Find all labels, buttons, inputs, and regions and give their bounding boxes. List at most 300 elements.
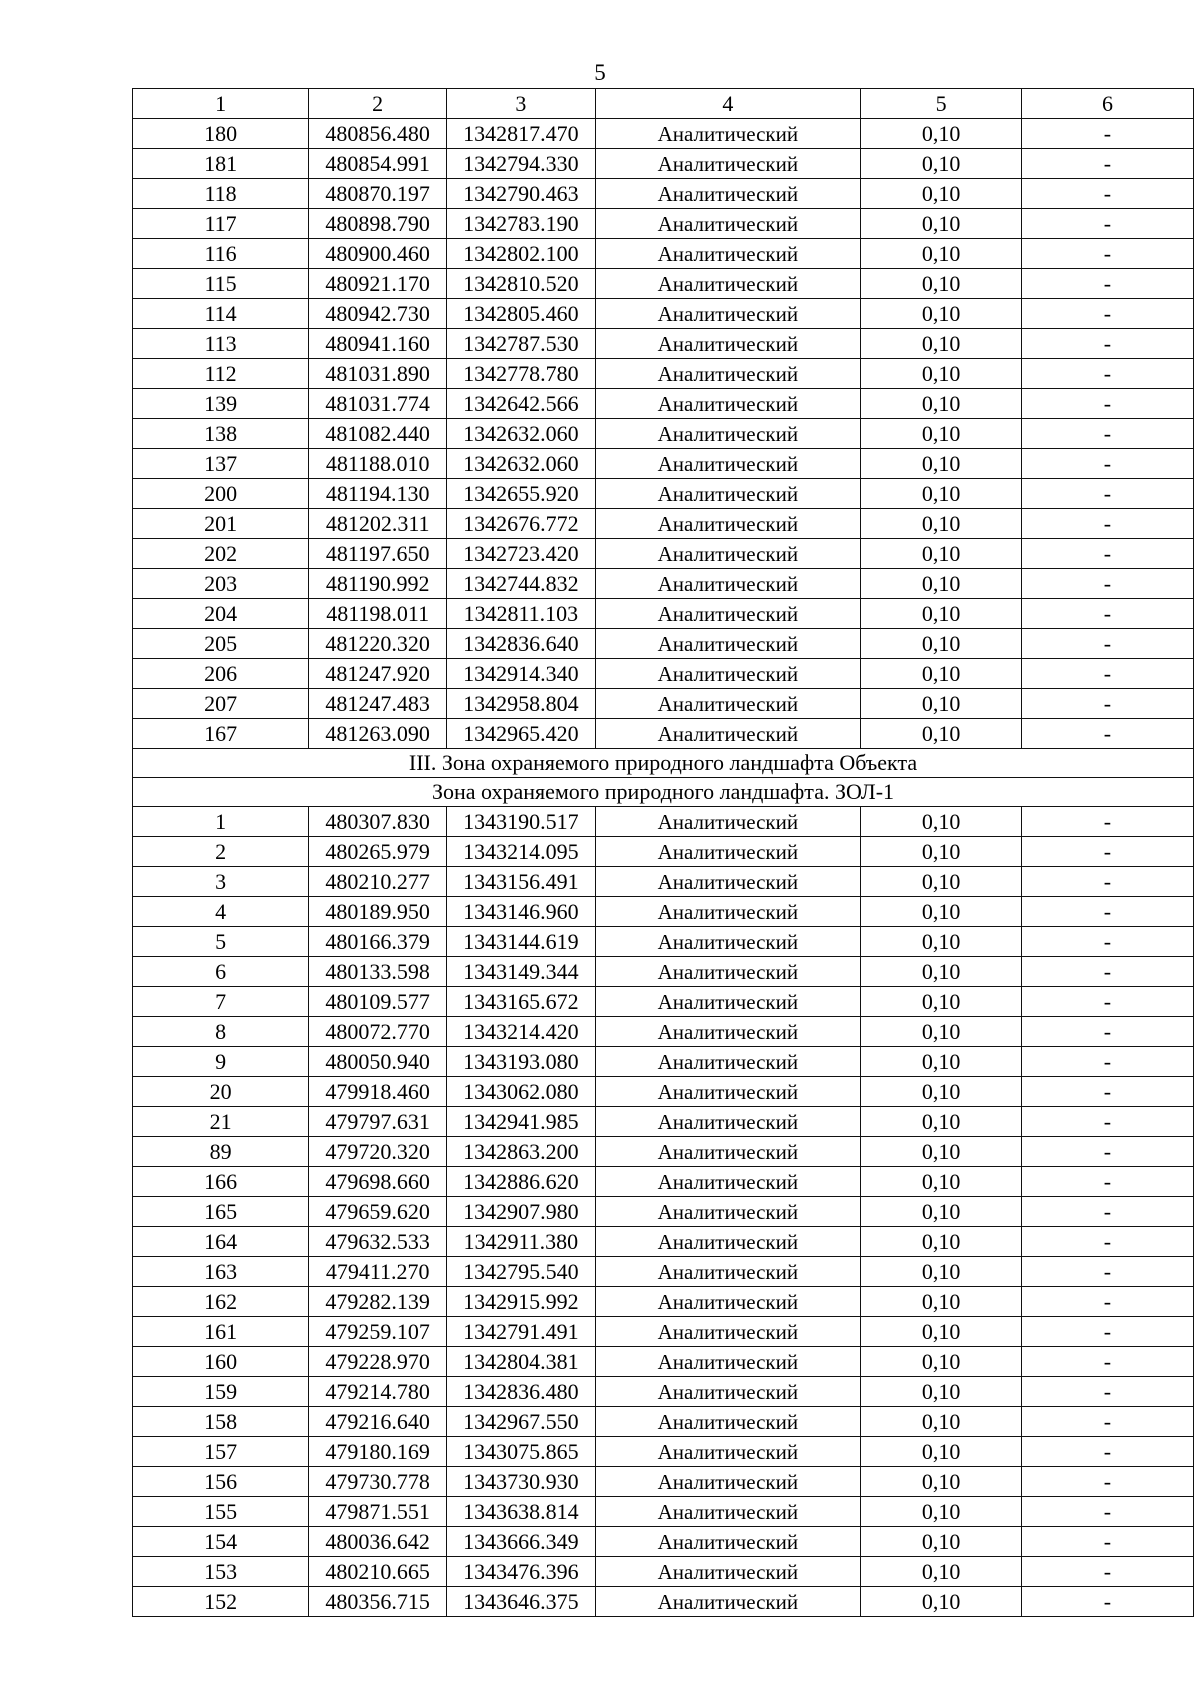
table-cell: 0,10 [861, 1047, 1022, 1077]
table-cell: 480072.770 [309, 1017, 447, 1047]
table-cell: - [1021, 359, 1193, 389]
table-cell: - [1021, 1077, 1193, 1107]
table-cell: 1342632.060 [447, 419, 595, 449]
table-cell: 0,10 [861, 1467, 1022, 1497]
table-row [133, 449, 1194, 479]
table-cell: Аналитический [595, 119, 861, 149]
table-cell: - [1021, 867, 1193, 897]
table-cell: 180 [133, 119, 309, 149]
table-cell: - [1021, 119, 1193, 149]
column-header: 2 [309, 89, 447, 119]
table-cell: 0,10 [861, 719, 1022, 749]
table-row [133, 1557, 1194, 1587]
table-cell: 154 [133, 1527, 309, 1557]
table-cell: 0,10 [861, 1377, 1022, 1407]
table-cell: Аналитический [595, 1137, 861, 1167]
table-cell: 481197.650 [309, 539, 447, 569]
table-row [133, 1017, 1194, 1047]
table-cell: Аналитический [595, 1557, 861, 1587]
table-row [133, 957, 1194, 987]
table-cell: 0,10 [861, 957, 1022, 987]
table-cell: 1342911.380 [447, 1227, 595, 1257]
table-cell: Аналитический [595, 1257, 861, 1287]
table-row [133, 1377, 1194, 1407]
table-cell: 480036.642 [309, 1527, 447, 1557]
table-cell: 480854.991 [309, 149, 447, 179]
table-cell: 0,10 [861, 1287, 1022, 1317]
table-cell: Аналитический [595, 479, 861, 509]
table-cell: Аналитический [595, 1587, 861, 1617]
table-cell: Аналитический [595, 449, 861, 479]
table-cell: Аналитический [595, 329, 861, 359]
table-cell: 480921.170 [309, 269, 447, 299]
table-cell: 1343646.375 [447, 1587, 595, 1617]
section-title: III. Зона охраняемого природного ландшафта Объекта [133, 749, 1194, 778]
table-row [133, 179, 1194, 209]
table-cell: 480133.598 [309, 957, 447, 987]
table-cell: 0,10 [861, 509, 1022, 539]
table-cell: Аналитический [595, 269, 861, 299]
table-cell: 1342836.640 [447, 629, 595, 659]
table-cell: 1342778.780 [447, 359, 595, 389]
table-row [133, 1437, 1194, 1467]
table-cell: - [1021, 1287, 1193, 1317]
table-cell: 20 [133, 1077, 309, 1107]
table-cell: - [1021, 1257, 1193, 1287]
table-cell: Аналитический [595, 837, 861, 867]
table-cell: - [1021, 389, 1193, 419]
table-cell: Аналитический [595, 1197, 861, 1227]
table-row [133, 1227, 1194, 1257]
table-cell: - [1021, 329, 1193, 359]
table-cell: - [1021, 987, 1193, 1017]
table-cell: - [1021, 569, 1193, 599]
table-cell: Аналитический [595, 389, 861, 419]
table-cell: 481247.483 [309, 689, 447, 719]
table-cell: 1343156.491 [447, 867, 595, 897]
table-cell: - [1021, 179, 1193, 209]
table-cell: 1343146.960 [447, 897, 595, 927]
table-cell: 201 [133, 509, 309, 539]
table-cell: - [1021, 689, 1193, 719]
table-cell: 205 [133, 629, 309, 659]
table-cell: - [1021, 1587, 1193, 1617]
table-cell: - [1021, 1527, 1193, 1557]
table-row [133, 1167, 1194, 1197]
table-cell: 1342967.550 [447, 1407, 595, 1437]
table-cell: 1342676.772 [447, 509, 595, 539]
table-cell: 0,10 [861, 569, 1022, 599]
table-row [133, 1587, 1194, 1617]
table-cell: 479797.631 [309, 1107, 447, 1137]
table-row [133, 897, 1194, 927]
table-cell: 204 [133, 599, 309, 629]
table-cell: 166 [133, 1167, 309, 1197]
table-cell: 0,10 [861, 1437, 1022, 1467]
table-cell: 159 [133, 1377, 309, 1407]
table-cell: 1342804.381 [447, 1347, 595, 1377]
table-cell: 0,10 [861, 629, 1022, 659]
table-row [133, 119, 1194, 149]
table-cell: 0,10 [861, 149, 1022, 179]
table-cell: 481082.440 [309, 419, 447, 449]
table-cell: 1342810.520 [447, 269, 595, 299]
table-cell: 160 [133, 1347, 309, 1377]
table-cell: Аналитический [595, 149, 861, 179]
table-cell: Аналитический [595, 689, 861, 719]
table-cell: 1342958.804 [447, 689, 595, 719]
table-cell: Аналитический [595, 419, 861, 449]
table-cell: 8 [133, 1017, 309, 1047]
table-cell: 117 [133, 209, 309, 239]
table-cell: 153 [133, 1557, 309, 1587]
table-cell: 479720.320 [309, 1137, 447, 1167]
table-cell: 0,10 [861, 807, 1022, 837]
table-cell: 4 [133, 897, 309, 927]
table-cell: 0,10 [861, 689, 1022, 719]
table-row [133, 299, 1194, 329]
table-cell: - [1021, 1347, 1193, 1377]
page-number: 5 [594, 60, 606, 85]
table-cell: 479228.970 [309, 1347, 447, 1377]
table-cell: - [1021, 957, 1193, 987]
table-cell: 0,10 [861, 1407, 1022, 1437]
table-cell: 0,10 [861, 1317, 1022, 1347]
table-cell: 113 [133, 329, 309, 359]
table-cell: Аналитический [595, 897, 861, 927]
table-cell: 1342817.470 [447, 119, 595, 149]
table-cell: 1342744.832 [447, 569, 595, 599]
table-row [133, 659, 1194, 689]
table-cell: 480900.460 [309, 239, 447, 269]
table-cell: - [1021, 897, 1193, 927]
table-cell: - [1021, 1377, 1193, 1407]
table-cell: 207 [133, 689, 309, 719]
table-cell: Аналитический [595, 1287, 861, 1317]
table-cell: - [1021, 299, 1193, 329]
table-row [133, 599, 1194, 629]
table-cell: 167 [133, 719, 309, 749]
table-cell: - [1021, 1317, 1193, 1347]
table-cell: 480050.940 [309, 1047, 447, 1077]
table-cell: 112 [133, 359, 309, 389]
table-cell: - [1021, 807, 1193, 837]
table-cell: - [1021, 659, 1193, 689]
table-cell: 1343214.095 [447, 837, 595, 867]
table-cell: 481247.920 [309, 659, 447, 689]
table-cell: 1343666.349 [447, 1527, 595, 1557]
table-cell: 2 [133, 837, 309, 867]
table-cell: - [1021, 719, 1193, 749]
table-row [133, 1107, 1194, 1137]
table-cell: 1342795.540 [447, 1257, 595, 1287]
table-cell: 0,10 [861, 299, 1022, 329]
table-row [133, 539, 1194, 569]
table-cell: 479180.169 [309, 1437, 447, 1467]
table-cell: 1342805.460 [447, 299, 595, 329]
table-cell: 115 [133, 269, 309, 299]
table-cell: 0,10 [861, 927, 1022, 957]
table-row [133, 269, 1194, 299]
table-cell: 156 [133, 1467, 309, 1497]
table-cell: 1342914.340 [447, 659, 595, 689]
table-cell: 0,10 [861, 1167, 1022, 1197]
table-cell: Аналитический [595, 1227, 861, 1257]
table-cell: 479632.533 [309, 1227, 447, 1257]
table-row [133, 1047, 1194, 1077]
table-cell: 481202.311 [309, 509, 447, 539]
table-row [133, 479, 1194, 509]
table-cell: 137 [133, 449, 309, 479]
table-cell: - [1021, 479, 1193, 509]
table-cell: Аналитический [595, 509, 861, 539]
table-cell: 0,10 [861, 1587, 1022, 1617]
table-row [133, 149, 1194, 179]
table-cell: Аналитический [595, 629, 861, 659]
table-cell: Аналитический [595, 299, 861, 329]
table-cell: Аналитический [595, 209, 861, 239]
table-cell: 0,10 [861, 1497, 1022, 1527]
table-cell: Аналитический [595, 1047, 861, 1077]
table-cell: 1342941.985 [447, 1107, 595, 1137]
table-cell: 1343075.865 [447, 1437, 595, 1467]
table-cell: Аналитический [595, 1077, 861, 1107]
table-cell: 1342836.480 [447, 1377, 595, 1407]
table-cell: 1342632.060 [447, 449, 595, 479]
table-cell: 479918.460 [309, 1077, 447, 1107]
table-cell: 481031.890 [309, 359, 447, 389]
table-cell: 202 [133, 539, 309, 569]
table-cell: 155 [133, 1497, 309, 1527]
table-cell: 152 [133, 1587, 309, 1617]
table-row [133, 987, 1194, 1017]
table-cell: 481198.011 [309, 599, 447, 629]
table-cell: 1342723.420 [447, 539, 595, 569]
table-cell: Аналитический [595, 1107, 861, 1137]
table-cell: 480109.577 [309, 987, 447, 1017]
table-cell: Аналитический [595, 659, 861, 689]
coordinates-table [132, 88, 1194, 1617]
table-cell: Аналитический [595, 1407, 861, 1437]
table-cell: 0,10 [861, 479, 1022, 509]
table-cell: 480307.830 [309, 807, 447, 837]
table-cell: 481194.130 [309, 479, 447, 509]
table-row [133, 1077, 1194, 1107]
table-row [133, 1317, 1194, 1347]
table-cell: Аналитический [595, 599, 861, 629]
table-cell: 0,10 [861, 867, 1022, 897]
table-row [133, 1407, 1194, 1437]
table-cell: Аналитический [595, 957, 861, 987]
table-row [133, 1257, 1194, 1287]
table-cell: - [1021, 269, 1193, 299]
table-cell: 480856.480 [309, 119, 447, 149]
table-cell: - [1021, 927, 1193, 957]
table-row [133, 807, 1194, 837]
table-cell: 1343190.517 [447, 807, 595, 837]
table-cell: 1342915.992 [447, 1287, 595, 1317]
table-cell: 1342791.491 [447, 1317, 595, 1347]
table-cell: 1 [133, 807, 309, 837]
table-cell: Аналитический [595, 1467, 861, 1497]
table-cell: 479871.551 [309, 1497, 447, 1527]
table-cell: 480941.160 [309, 329, 447, 359]
table-row [133, 1197, 1194, 1227]
table-cell: Аналитический [595, 239, 861, 269]
table-cell: Аналитический [595, 807, 861, 837]
table-cell: 1342863.200 [447, 1137, 595, 1167]
table-cell: 116 [133, 239, 309, 269]
table-cell: 1343638.814 [447, 1497, 595, 1527]
table-cell: 138 [133, 419, 309, 449]
table-cell: 481031.774 [309, 389, 447, 419]
table-cell: Аналитический [595, 1317, 861, 1347]
table-row [133, 629, 1194, 659]
table-cell: 480166.379 [309, 927, 447, 957]
table-cell: Аналитический [595, 719, 861, 749]
subsection-title-row [133, 778, 1194, 807]
table-cell: 7 [133, 987, 309, 1017]
table-cell: 3 [133, 867, 309, 897]
table-cell: 0,10 [861, 837, 1022, 867]
table-cell: - [1021, 1227, 1193, 1257]
table-cell: 481190.992 [309, 569, 447, 599]
table-cell: 0,10 [861, 659, 1022, 689]
table-row [133, 867, 1194, 897]
table-cell: 479216.640 [309, 1407, 447, 1437]
table-row [133, 389, 1194, 419]
table-cell: Аналитический [595, 539, 861, 569]
table-cell: 480942.730 [309, 299, 447, 329]
table-cell: 0,10 [861, 179, 1022, 209]
table-row [133, 509, 1194, 539]
table-cell: Аналитический [595, 1527, 861, 1557]
table-cell: 480210.277 [309, 867, 447, 897]
table-cell: 0,10 [861, 269, 1022, 299]
table-cell: - [1021, 1437, 1193, 1467]
table-cell: 1343193.080 [447, 1047, 595, 1077]
column-header: 4 [595, 89, 861, 119]
table-cell: 0,10 [861, 539, 1022, 569]
subsection-title: Зона охраняемого природного ландшафта. ЗОЛ-1 [133, 778, 1194, 807]
table-row [133, 239, 1194, 269]
table-cell: 0,10 [861, 1257, 1022, 1287]
table-cell: 163 [133, 1257, 309, 1287]
table-cell: 1342794.330 [447, 149, 595, 179]
table-cell: Аналитический [595, 1167, 861, 1197]
table-cell: 481220.320 [309, 629, 447, 659]
table-row [133, 359, 1194, 389]
table-cell: 0,10 [861, 897, 1022, 927]
table-cell: 139 [133, 389, 309, 419]
table-row [133, 1137, 1194, 1167]
table-cell: 0,10 [861, 599, 1022, 629]
table-row [133, 569, 1194, 599]
table-cell: 89 [133, 1137, 309, 1167]
table-cell: 480189.950 [309, 897, 447, 927]
table-cell: 203 [133, 569, 309, 599]
table-row [133, 837, 1194, 867]
table-cell: 1342655.920 [447, 479, 595, 509]
table-cell: 480356.715 [309, 1587, 447, 1617]
table-cell: - [1021, 539, 1193, 569]
table-row [133, 1287, 1194, 1317]
table-cell: 0,10 [861, 449, 1022, 479]
table-cell: 479259.107 [309, 1317, 447, 1347]
table-cell: 481188.010 [309, 449, 447, 479]
table-cell: 1342802.100 [447, 239, 595, 269]
section-title-row [133, 749, 1194, 778]
table-cell: 1342790.463 [447, 179, 595, 209]
table-cell: 0,10 [861, 1527, 1022, 1557]
table-cell: 165 [133, 1197, 309, 1227]
table-cell: - [1021, 1557, 1193, 1587]
table-cell: - [1021, 837, 1193, 867]
table-cell: 0,10 [861, 1137, 1022, 1167]
table-cell: 479214.780 [309, 1377, 447, 1407]
table-cell: 479411.270 [309, 1257, 447, 1287]
table-cell: 1343730.930 [447, 1467, 595, 1497]
table-cell: 21 [133, 1107, 309, 1137]
table-cell: - [1021, 1497, 1193, 1527]
table-cell: 0,10 [861, 1347, 1022, 1377]
table-cell: 1342783.190 [447, 209, 595, 239]
table-cell: Аналитический [595, 359, 861, 389]
table-cell: 479730.778 [309, 1467, 447, 1497]
table-cell: 0,10 [861, 359, 1022, 389]
table-row [133, 1467, 1194, 1497]
table-cell: - [1021, 449, 1193, 479]
table-cell: 0,10 [861, 1107, 1022, 1137]
table-cell: 6 [133, 957, 309, 987]
table-cell: 1343062.080 [447, 1077, 595, 1107]
table-cell: 0,10 [861, 389, 1022, 419]
table-cell: 479659.620 [309, 1197, 447, 1227]
table-cell: 1342965.420 [447, 719, 595, 749]
table-cell: 200 [133, 479, 309, 509]
table-cell: Аналитический [595, 569, 861, 599]
table-cell: 114 [133, 299, 309, 329]
table-row [133, 719, 1194, 749]
table-cell: - [1021, 599, 1193, 629]
table-cell: - [1021, 509, 1193, 539]
table-row [133, 1347, 1194, 1377]
table-cell: 0,10 [861, 1197, 1022, 1227]
table-cell: 0,10 [861, 239, 1022, 269]
table-cell: - [1021, 1137, 1193, 1167]
table-cell: 0,10 [861, 1077, 1022, 1107]
table-cell: 0,10 [861, 119, 1022, 149]
table-cell: 480265.979 [309, 837, 447, 867]
table-cell: Аналитический [595, 1437, 861, 1467]
table-cell: Аналитический [595, 1377, 861, 1407]
table-cell: 1342642.566 [447, 389, 595, 419]
table-cell: 206 [133, 659, 309, 689]
table-cell: - [1021, 1467, 1193, 1497]
column-header: 5 [861, 89, 1022, 119]
table-header-row [133, 89, 1194, 119]
table-cell: - [1021, 209, 1193, 239]
table-cell: 1343149.344 [447, 957, 595, 987]
table-cell: 1343144.619 [447, 927, 595, 957]
table-row [133, 927, 1194, 957]
table-cell: 479698.660 [309, 1167, 447, 1197]
table-cell: 1343165.672 [447, 987, 595, 1017]
table-cell: Аналитический [595, 179, 861, 209]
table-cell: Аналитический [595, 1347, 861, 1377]
table-cell: - [1021, 1167, 1193, 1197]
table-cell: 164 [133, 1227, 309, 1257]
